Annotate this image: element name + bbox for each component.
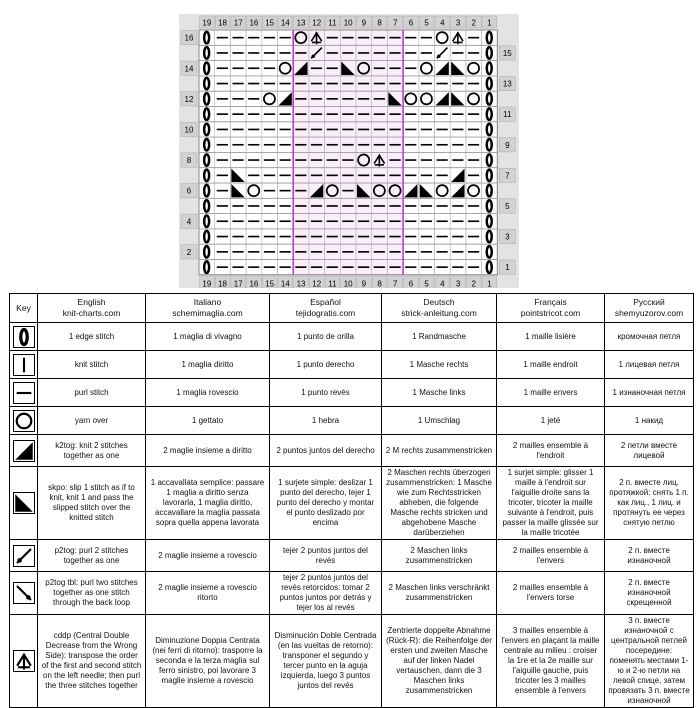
column-number-top: 3	[455, 18, 461, 28]
legend-row-k2tog	[10, 435, 694, 467]
column-number-top: 2	[471, 18, 476, 28]
column-number-bottom: 17	[233, 279, 243, 288]
column-number-top: 18	[218, 18, 228, 28]
k2tog-key-icon	[13, 440, 35, 462]
row-number-right: 15	[502, 48, 512, 58]
yo-key-icon	[13, 410, 35, 432]
legend-ru-text: 2 п. вместе изнаночной скрещенной	[605, 572, 694, 615]
row-number-left: 4	[186, 217, 192, 227]
legend-it-text: 2 maglie insieme a rovescio	[146, 540, 270, 572]
legend-es-text: 1 punto de orilla	[270, 323, 382, 351]
column-number-top: 11	[328, 18, 337, 28]
legend-de-text: 1 Umschlag	[382, 407, 497, 435]
legend-symbol-cell	[10, 407, 38, 435]
column-number-top: 13	[296, 18, 306, 28]
column-number-top: 14	[280, 18, 290, 28]
row-number-right: 3	[505, 232, 510, 242]
row-number-right: 5	[505, 201, 510, 211]
legend-table	[9, 293, 694, 708]
legend-de-text: 2 Maschen links zusammenstricken	[382, 540, 497, 572]
header-italiano: Italiano schemimaglia.com	[146, 294, 270, 323]
header-key: Key	[10, 294, 38, 323]
edge-key-icon	[13, 326, 35, 348]
header-russian: Русский shemyuzorov.com	[605, 294, 694, 323]
header-francais: Français pointstricot.com	[497, 294, 605, 323]
row-number-right: 7	[505, 171, 510, 181]
column-number-bottom: 4	[440, 279, 445, 288]
p2togtbl-key-icon	[13, 582, 35, 604]
legend-ru-text: 2 п. вместе изнаночной	[605, 540, 694, 572]
legend-ru-text: 3 п. вместе изнаночной с центральной петлей посередине: поменять местами 1-ю и 2-ю петли на левой спице, затем провязать 3 п. вместе изнаночной	[605, 615, 694, 708]
legend-en-text: skpo: slip 1 stitch as if to knit, knit 1 and pass the slipped stitch over the knitted stitch	[38, 467, 146, 540]
legend-header-row	[10, 294, 694, 323]
legend-it-text: 1 maglia di vivagno	[146, 323, 270, 351]
legend-ru-text: 1 лицевая петля	[605, 351, 694, 379]
column-number-top: 4	[440, 18, 445, 28]
row-number-right: 13	[502, 79, 512, 89]
purl-key-icon	[13, 382, 35, 404]
legend-row-edge	[10, 323, 694, 351]
legend-symbol-cell	[10, 379, 38, 407]
legend-en-text: k2tog: knit 2 stitches together as one	[38, 435, 146, 467]
legend-symbol-cell	[10, 351, 38, 379]
legend-fr-text: 1 jeté	[497, 407, 605, 435]
legend-it-text: 1 gettato	[146, 407, 270, 435]
legend-symbol-cell	[10, 540, 38, 572]
legend-ru-text: 1 накид	[605, 407, 694, 435]
row-number-left: 14	[184, 64, 194, 74]
row-number-left: 2	[186, 247, 192, 257]
legend-es-text: 1 punto derecho	[270, 351, 382, 379]
legend-it-text: 1 maglia diritto	[146, 351, 270, 379]
legend-row-cddp	[10, 615, 694, 708]
column-number-bottom: 1	[487, 279, 492, 288]
column-number-bottom: 3	[455, 279, 461, 288]
legend-de-text: Zentrierte doppelte Abnahme (Rück-R): die Reihenfolge der ersten und zweiten Masche auf der linken Nadel vertauschen, dann die 3 Maschen links zusammenstricken	[382, 615, 497, 708]
column-number-bottom: 12	[312, 279, 322, 288]
legend-row-p2togtbl	[10, 572, 694, 615]
row-number-right: 1	[505, 263, 510, 273]
row-number-left: 12	[184, 94, 194, 104]
column-number-top: 7	[393, 18, 398, 28]
legend-en-text: purl stitch	[38, 379, 146, 407]
header-deutsch: Deutsch strick-anleitung.com	[382, 294, 497, 323]
column-number-top: 5	[424, 18, 429, 28]
legend-fr-text: 1 maille envers	[497, 379, 605, 407]
legend-en-text: yarn over	[38, 407, 146, 435]
legend-fr-text: 1 maille lisière	[497, 323, 605, 351]
column-number-top: 17	[233, 18, 243, 28]
row-number-left: 16	[184, 33, 194, 43]
legend-ru-text: кромочная петля	[605, 323, 694, 351]
legend-fr-text: 2 mailles ensemble à l'endroit	[497, 435, 605, 467]
header-english: English knit-charts.com	[38, 294, 146, 323]
legend-en-text: knit stitch	[38, 351, 146, 379]
row-number-left: 6	[186, 186, 192, 196]
legend-en-text: p2tog tbl: purl two stitches together as one stitch through the back loop	[38, 572, 146, 615]
legend-it-text: 1 maglia rovescio	[146, 379, 270, 407]
legend-symbol-cell	[10, 435, 38, 467]
row-number-left: 8	[186, 156, 192, 166]
legend-es-text: 1 surjete simple: deslizar 1 punto del derecho, tejer 1 punto del derecho y montar el punto deslizado por encima	[270, 467, 382, 540]
column-number-bottom: 2	[471, 279, 476, 288]
column-number-top: 9	[361, 18, 367, 28]
legend-de-text: 1 Randmasche	[382, 323, 497, 351]
legend-de-text: 2 M rechts zusammenstricken	[382, 435, 497, 467]
legend-symbol-cell	[10, 467, 38, 540]
column-number-top: 8	[377, 18, 382, 28]
skpo-key-icon	[13, 492, 35, 514]
legend-row-p2tog	[10, 540, 694, 572]
legend-ru-text: 2 п. вместе лиц. протяжкой: снять 1 п. как лиц., 1 лиц. и протянуть ее через снятую петлю	[605, 467, 694, 540]
column-number-bottom: 8	[377, 279, 382, 288]
legend-es-text: 2 puntos juntos del derecho	[270, 435, 382, 467]
legend-fr-text: 2 mailles ensemble à l'envers	[497, 540, 605, 572]
legend-es-text: tejer 2 puntos juntos del revés retorcidos: tomar 2 puntos juntos por detrás y tejer los al revés	[270, 572, 382, 615]
legend-de-text: 2 Maschen links verschränkt zusammenstricken	[382, 572, 497, 615]
header-espanol: Español tejidogratis.com	[270, 294, 382, 323]
legend-symbol-cell	[10, 615, 38, 708]
legend-fr-text: 3 mailles ensemble à l'envers en plaçant la maille centrale au milieu : croiser la 1re et la 2e maille sur l'aiguille gauche, puis tricoter les 3 mailles ensemble à l'envers	[497, 615, 605, 708]
legend-de-text: 2 Maschen rechts überzogen zusammenstricken: 1 Masche wie zum Rechtsstricken abheben, die folgende Masche rechts stricken und abgehobene Masche darüberziehen	[382, 467, 497, 540]
legend-es-text: tejer 2 puntos juntos del revés	[270, 540, 382, 572]
legend-row-yo	[10, 407, 694, 435]
column-number-bottom: 14	[280, 279, 290, 288]
legend-it-text: 2 maglie insieme a rovescio ritorto	[146, 572, 270, 615]
column-number-bottom: 13	[296, 279, 306, 288]
legend-it-text: 2 maglie insieme a diritto	[146, 435, 270, 467]
column-number-bottom: 19	[202, 279, 212, 288]
legend-en-text: cddp (Central Double Decrease from the Wrong Side): transpose the order of the first and second stitch on the left needle; then purl the three stitches together	[38, 615, 146, 708]
column-number-bottom: 9	[361, 279, 367, 288]
column-number-bottom: 16	[249, 279, 259, 288]
legend-row-skpo	[10, 467, 694, 540]
legend-fr-text: 1 surjet simple: glisser 1 maille à l'endroit sur l'aiguille droite sans la tricoter, tricoter la maille suivante à l'endroit, puis passer la maille glissée sur la maille tricotée	[497, 467, 605, 540]
legend-de-text: 1 Masche links	[382, 379, 497, 407]
row-number-left: 10	[184, 125, 194, 135]
legend-symbol-cell	[10, 323, 38, 351]
legend-ru-text: 2 петли вместе лицевой	[605, 435, 694, 467]
legend-fr-text: 2 mailles ensemble à l'envers torse	[497, 572, 605, 615]
legend-es-text: Disminución Doble Centrada (en las vueltas de retorno): transponer el segundo y tercer punto en la aguja izquierda, luego 3 puntos juntos del revés	[270, 615, 382, 708]
column-number-bottom: 6	[408, 279, 414, 288]
legend-row-purl	[10, 379, 694, 407]
column-number-top: 19	[202, 18, 212, 28]
column-number-top: 12	[312, 18, 322, 28]
column-number-top: 1	[487, 18, 492, 28]
column-number-top: 6	[408, 18, 414, 28]
legend-fr-text: 1 maille endroit	[497, 351, 605, 379]
legend-it-text: 1 accavallata semplice: passare 1 maglia a diritto senza lavorarla, 1 maglia diritto, accavallare la maglia passata sopra quella appena lavorata	[146, 467, 270, 540]
column-number-bottom: 7	[393, 279, 398, 288]
row-number-right: 9	[505, 140, 510, 150]
legend-es-text: 1 hebra	[270, 407, 382, 435]
legend-ru-text: 1 изнаночная петля	[605, 379, 694, 407]
column-number-bottom: 18	[218, 279, 228, 288]
column-number-top: 16	[249, 18, 259, 28]
cddp-key-icon	[13, 650, 35, 672]
row-number-right: 11	[503, 110, 512, 120]
legend-symbol-cell	[10, 572, 38, 615]
legend-row-knit	[10, 351, 694, 379]
column-number-bottom: 11	[328, 279, 337, 288]
legend-it-text: Diminuzione Doppia Centrata (nei ferri di ritorno): trasporre la seconda e la terza maglia sul ferro sinistro, poi lavorare 3 maglie insieme a rovescio	[146, 615, 270, 708]
p2tog-key-icon	[13, 545, 35, 567]
column-number-top: 10	[343, 18, 353, 28]
knitting-chart	[179, 14, 519, 288]
column-number-top: 15	[265, 18, 275, 28]
column-number-bottom: 15	[265, 279, 275, 288]
knit-key-icon	[13, 354, 35, 376]
legend-en-text: 1 edge stitch	[38, 323, 146, 351]
column-number-bottom: 5	[424, 279, 429, 288]
column-number-bottom: 10	[343, 279, 353, 288]
legend-es-text: 1 punto revés	[270, 379, 382, 407]
legend-en-text: p2tog: purl 2 stitches together as one	[38, 540, 146, 572]
legend-de-text: 1 Masche rechts	[382, 351, 497, 379]
